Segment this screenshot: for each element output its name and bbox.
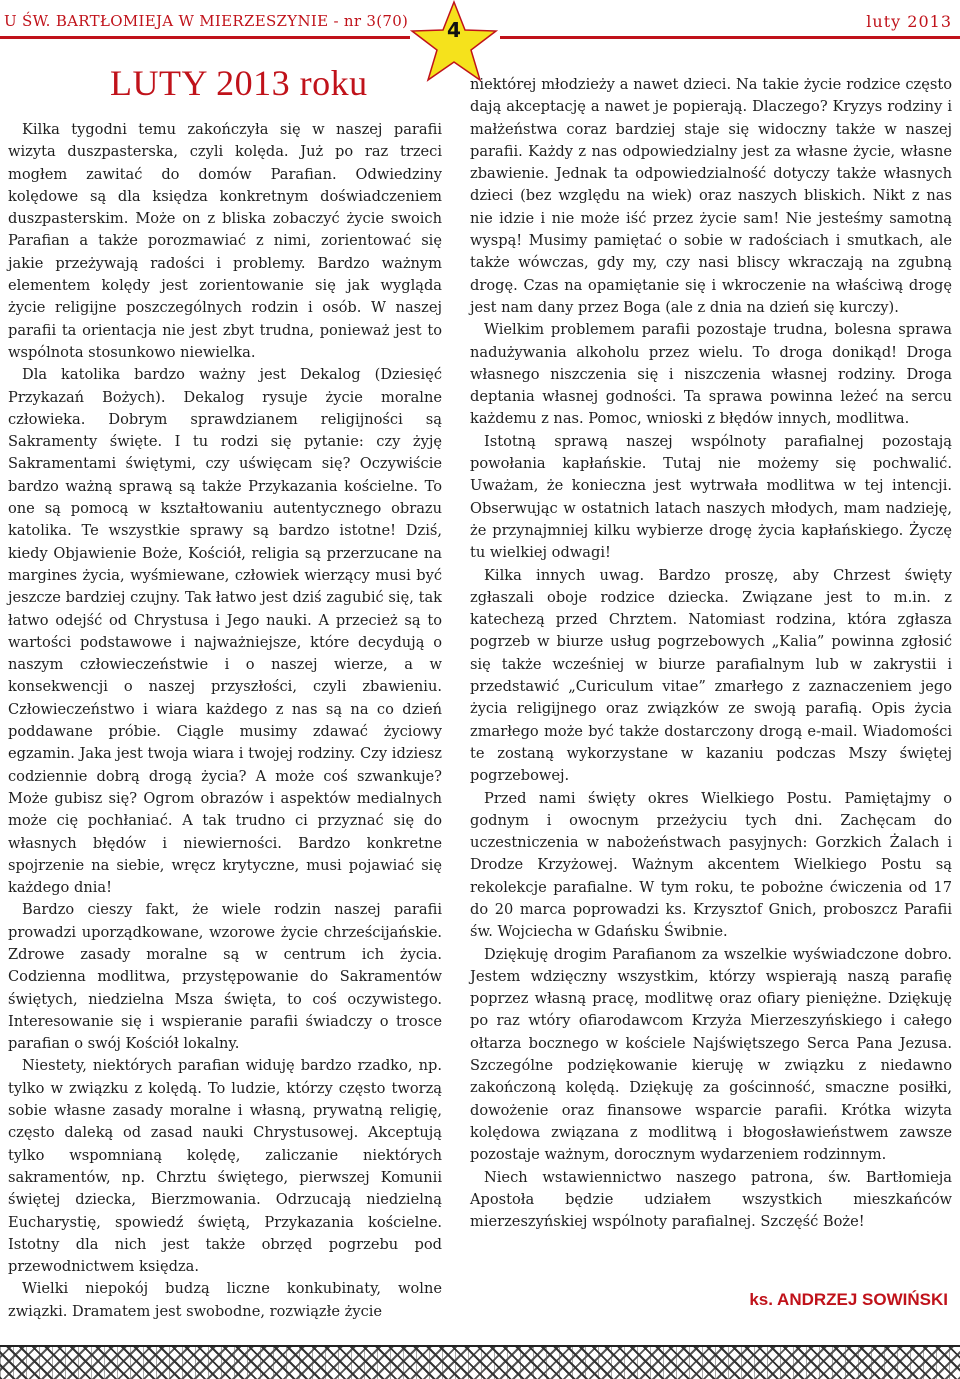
paragraph: Wielkim problemem parafii pozostaje trudna, bolesna sprawa nadużywania alkoholu przez wielu. To droga donikąd! Droga własnego niszczenia się i niszczenia własnej rodziny. Droga deptania własnej godności. Ta sprawa powinna leżeć na sercu każdemu z nas. Pomoc, wnioski z błędów innych, modlitwa. <box>470 321 952 428</box>
header-rule-left <box>0 36 410 39</box>
paragraph: Dziękuję drogim Parafianom za wszelkie wyświadczone dobro. Jestem wdzięczny wszystkim, którzy wspierają naszą parafię poprzez własną pracę, modlitwę oraz ofiary pieniężne. Dziękuję po raz wtóry ofiarodawcom Krzyża Mierzeszyńskiego i całego ołtarza bocznego w kościele Najświętszego Serca Pana Jezusa. Szczególne podziękowanie kieruję w związku z niedawno zakończoną kolędą. Dziękuję za gościnność, smaczne posiłki, dowożenie oraz finansowe wsparcie parafii. Krótka wizyta kolędowa związana z modlitwą i błogosławieństwem zawsze pozostaje ważnym, dorocznym wydarzeniem rodzinnym. <box>470 945 952 1164</box>
paragraph: Kilka innych uwag. Bardzo proszę, aby Chrzest święty zgłaszali oboje rodzice dziecka. Związane jest to m.in. z katechezą przed Chrztem. Natomiast rodzina, która zgłasza pogrzeb w biurze usług pogrzebowych „Kalia” powinna zgłosić się także wcześniej w biurze parafialnym lub w zakrystii i przedstawić „Curiculum vitae” zmarłego z zaznaczeniem jego życia religijnego oraz związków ze swoją parafią. Opis życia zmarłego może być także dostarczony drogą e-mail. Wiadomości te zostaną wykorzystane w kazaniu podczas Mszy świętej pogrzebowej. <box>470 566 952 785</box>
decorative-border <box>0 1345 960 1379</box>
header-rule-right <box>500 36 960 39</box>
paragraph: Bardzo cieszy fakt, że wiele rodzin naszej parafii prowadzi uporządkowane, wzorowe życie chrześcijańskie. Zdrowe zasady moralne są w centrum ich życia. Codzienna modlitwa, przystępowanie do Sakramentów świętych, niedzielna Msza święta, to coś oczywistego. Interesowanie się i wspieranie parafii świadczy o trosce parafian o swój Kościół lokalny. <box>8 901 442 1053</box>
header-date: luty 2013 <box>866 12 952 31</box>
paragraph: Niech wstawiennictwo naszego patrona, św. Bartłomieja Apostoła będzie udziałem wszystkich mieszkańców mierzeszyńskiej wspólnoty parafialnej. Szczęść Boże! <box>470 1168 952 1231</box>
paragraph: Dla katolika bardzo ważny jest Dekalog (Dziesięć Przykazań Bożych). Dekalog rysuje życie moralne człowieka. Dobrym sprawdzianem religijności są Sakramenty święte. I tu rodzi się pytanie: czy żyję Sakramentami świętymi, czy uświęcam się? Oczywiście bardzo ważną sprawą są także Przykazania kościelne. To one są pomocą w kształtowaniu autentycznego obrazu katolika. Te wszystkie sprawy są bardzo istotne! Dziś, kiedy Objawienie Boże, Kościół, religia są przerzucane na margines życia, wyśmiewane, człowiek wierzący musi być jeszcze bardziej czujny. Tak łatwo jest dziś zagubić się, tak łatwo odejść od Chrystusa i Jego nauki. A przecież są to wartości podstawowe i najważniejsze, które decydują o naszym człowieczeństwie i o naszej wierze, a w konsekwencji o naszej przyszłości, czyli zbawieniu. Człowieczeństwo i wiara każdego z nas są na co dzień poddawane próbie. Ciągle musimy zdawać życiowy egzamin. Jaka jest twoja wiara i twojej rodziny. Czy idziesz codziennie dobrą drogą życia? A może coś szwankuje? Może gubisz się? Ogrom obrazów i aspektów medialnych może cię pochłaniać. A tak trudno ci przyznać się do własnych błędów i niewierności. Bardzo konkretne spojrzenie na siebie, wręcz krytyczne, musi pojawiać się każdego dnia! <box>8 366 442 897</box>
header-parish-issue: U ŚW. BARTŁOMIEJA W MIERZESZYNIE - nr 3(70) <box>4 12 409 30</box>
author-signature: ks. ANDRZEJ SOWIŃSKI <box>749 1290 948 1309</box>
paragraph: niektórej młodzieży a nawet dzieci. Na takie życie rodzice często dają akceptację a nawet je popierają. Dlaczego? Kryzys rodziny i małżeństwa coraz bardziej staje się widoczny także w naszej parafii. Każdy z nas odpowiedzialny jest za własne życie, własne zbawienie. Jednak ta odpowiedzialność dotyczy także własnych dzieci (bez względu na wiek) oraz naszych bliskich. Nikt z nas nie idzie i nie może iść przez życie sam! Nie jesteśmy samotną wyspą! Musimy pamiętać o sobie w radościach i smutkach, ale także wówczas, gdy my, czy nasi bliscy wkraczają na zgubną drogę. Czas na opamiętanie się i wkroczenie na właściwą drogę jest nam dany przez Boga (ale z dnia na dzień się kurczy). <box>470 76 952 316</box>
paragraph: Wielki niepokój budzą liczne konkubinaty, wolne związki. Dramatem jest swobodne, rozwiązłe życie <box>8 1280 442 1320</box>
article-left-column <box>8 119 442 1323</box>
paragraph: Przed nami święty okres Wielkiego Postu. Pamiętajmy o godnym i owocnym przeżyciu tych dni. Zachęcam do uczestniczenia w nabożeństwach pasyjnych: Gorzkich Żalach i Drodze Krzyżowej. Ważnym akcentem Wielkiego Postu są rekolekcje parafialne. W tym roku, te pobożne ćwiczenia od 17 do 20 marca poprowadzi ks. Krzysztof Gnich, proboszcz Parafii św. Wojciecha w Gdańsku Świbnie. <box>470 789 952 941</box>
paragraph: Niestety, niektórych parafian widuję bardzo rzadko, np. tylko w związku z kolędą. To ludzie, którzy często tworzą sobie własne zasady moralne i własną, prywatną religię, często daleką od zasad nauki Chrystusowej. Akceptują tylko wspomnianą kolędę, zaliczanie niektórych sakramentów, np. Chrztu świętego, pierwszej Komunii świętej dziecka, Bierzmowania. Odrzucają niedzielną Eucharystię, spowiedź świętą, Przykazania kościelne. Istotny dla nich jest także obrzęd pogrzebu pod przewodnictwem księdza. <box>8 1057 442 1276</box>
article-right-column <box>470 74 952 1233</box>
paragraph: Istotną sprawą naszej wspólnoty parafialnej pozostają powołania kapłańskie. Tutaj nie możemy się pochwalić. Uważam, że konieczna jest wytrwała modlitwa w tej intencji. Obserwując w ostatnich latach naszych młodych, mam nadzieję, że przynajmniej kilku wybierze drogę życia kapłańskiego. Życzę tu wielkiej odwagi! <box>470 432 952 562</box>
paragraph: Kilka tygodni temu zakończyła się w naszej parafii wizyta duszpasterska, czyli kolęda. Już po raz trzeci mogłem zawitać do domów Parafian. Odwiedziny kolędowe są dla księdza konkretnym doświadczeniem duszpasterskim. Może on z bliska zobaczyć życie swoich Parafian a także porozmawiać z nimi, zorientować się jakie przeżywają radości i problemy. Bardzo ważnym elementem kolędy jest zorientowanie się jak wygląda życie religijne poszczególnych rodzin i osób. W naszej parafii ta orientacja nie jest zbyt trudna, ponieważ jest to wspólnota stosunkowo niewielka. <box>8 121 442 361</box>
page-title: LUTY 2013 roku <box>110 63 368 103</box>
page-number: 4 <box>447 18 461 42</box>
